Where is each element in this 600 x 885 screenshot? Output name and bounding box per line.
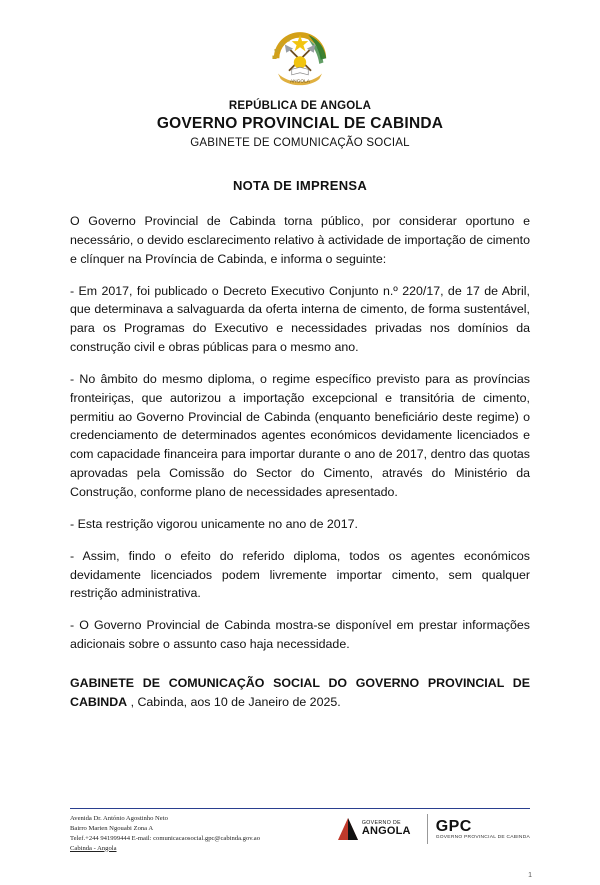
footer-divider — [70, 808, 530, 809]
page-title: NOTA DE IMPRENSA — [232, 178, 368, 193]
header-government: GOVERNO PROVINCIAL DE CABINDA — [156, 115, 444, 132]
address-line-1: Avenida Dr. António Agostinho Neto — [70, 815, 168, 822]
header-office: GABINETE DE COMUNICAÇÃO SOCIAL — [190, 137, 410, 149]
page-number: 1 — [528, 872, 532, 879]
paragraph-signature — [70, 674, 530, 712]
gov-logo-small-text: GOVERNO DE — [361, 819, 401, 826]
address-line-4: Cabinda - Angola — [70, 844, 117, 852]
document-footer — [70, 812, 530, 868]
paragraph-restriction-year: - Esta restrição vigorou unicamente no ano de 2017. — [70, 516, 358, 531]
paragraph-border-regime: - No âmbito do mesmo diploma, o regime específico previsto para as províncias fronteiriças, que autorizou a importação excepcional e transitória de cimento, permitiu ao Governo Provincial de Cabinda (enquanto beneficiário deste regime) o credenciamento de determinados agentes económicos devidamente licenciados e com capacidade financeira para importar durante o ano de 2017, dentro das quotas aprovadas pela Comissão do Sector do Cimento, através do Ministério da Construção, conforme plano de necessidades apresentado. — [70, 371, 530, 499]
signature-office: GABINETE DE COMUNICAÇÃO SOCIAL DO GOVERNO PROVINCIAL DE CABINDA — [70, 675, 530, 709]
logo-separator — [427, 814, 428, 844]
footer-logos — [338, 812, 530, 844]
angola-coat-of-arms-icon — [265, 28, 335, 90]
paragraph-intro: O Governo Provincial de Cabinda torna público, por considerar oportuno e necessário, o devido esclarecimento relativo à actividade de importação de cimento e clínquer na Província de Cabinda, e informa o seguinte: — [70, 214, 530, 266]
paragraph-decree-2017: - Em 2017, foi publicado o Decreto Executivo Conjunto n.º 220/17, de 17 de Abril, que determinava a salvaguarda da oferta interna de cimento, de forma sustentável, para os Programas do Executivo e necessidades privadas nos domínios da construção civil e obras públicas para o mesmo ano. — [70, 283, 530, 355]
gpc-expansion: GOVERNO PROVINCIAL DE CABINDA — [435, 835, 530, 841]
angola-flag-triangle-icon — [338, 818, 358, 840]
address-line-2: Bairro Marien Ngouabi Zona A — [70, 824, 154, 832]
address-line-3: Telef.+244 941999444 E-mail: comunicacaosocial.gpc@cabinda.gov.ao — [70, 834, 260, 842]
gpc-logo — [436, 818, 530, 841]
signature-place-date: , Cabinda, aos 10 de Janeiro de 2025. — [127, 694, 341, 709]
header-republic: REPÚBLICA DE ANGOLA — [228, 100, 372, 112]
gov-logo-text — [362, 821, 411, 838]
governo-de-angola-logo — [338, 818, 419, 840]
document-body — [70, 212, 530, 725]
paragraph-free-import: - Assim, findo o efeito do referido diploma, todos os agentes económicos devidamente licenciados podem livremente importar cimento, sem qualquer restrição administrativa. — [70, 548, 530, 601]
gov-logo-big-text: ANGOLA — [361, 824, 411, 837]
footer-address — [70, 812, 260, 854]
crest-container — [0, 28, 600, 90]
document-header — [0, 100, 600, 149]
svg-text:ANGOLA: ANGOLA — [289, 79, 311, 85]
paragraph-availability: - O Governo Provincial de Cabinda mostra-se disponível em prestar informações adicionais sobre o assunto caso haja necessidade. — [70, 618, 530, 652]
gpc-acronym: GPC — [435, 817, 472, 835]
